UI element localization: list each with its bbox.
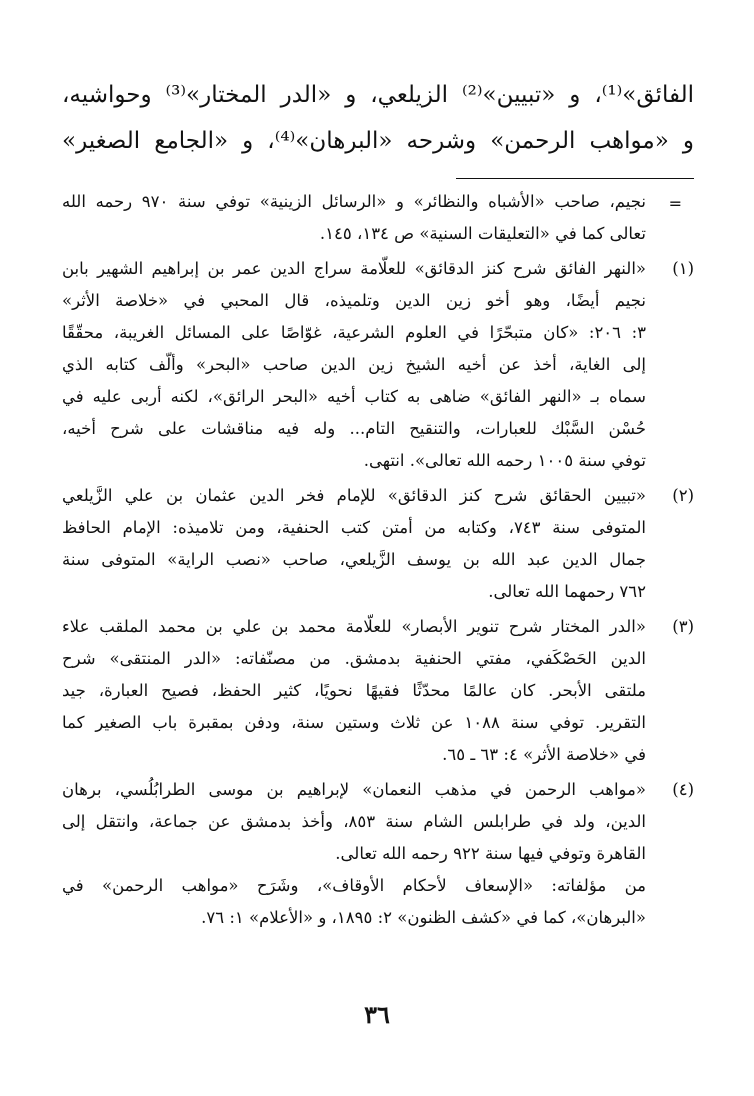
footnote-number: (٤) — [672, 780, 694, 799]
footnote-4 — [62, 774, 694, 870]
footnote-number: (٣) — [672, 617, 694, 636]
footnote-line: ٣: ٢٠٦: «كان متبحّرًا في العلوم الشرعية، غوّاصًا على المسائل الغريبة، محقّقًا — [62, 323, 646, 342]
footnote-line: التقرير. توفي سنة ١٠٨٨ عن ثلاث وستين سنة، ودفن بمقبرة باب الصغير كما — [62, 713, 646, 732]
footnote-line: من مؤلفاته: «الإسعاف لأحكام الأوقاف»، وشَرَح «مواهب الرحمن» في — [62, 876, 646, 895]
footnote-line: ملتقى الأبحر. كان عالمًا محدّثًا فقيهًا نحويًا، كثير الحفظ، فصيح العبارة، جيد — [62, 681, 646, 700]
footnote-line: الدين، ولد في طرابلس الشام سنة ٨٥٣، وأخذ بدمشق عن جماعة، وانتقل إلى — [62, 812, 646, 831]
footnote-line: «تبيين الحقائق شرح كنز الدقائق» للإمام فخر الدين عثمان بن علي الزَّيلعي — [62, 486, 646, 505]
footnote-line: في «خلاصة الأثر» ٤: ٦٣ ـ ٦٥. — [442, 745, 646, 764]
footnote-line: سماه بـ «النهر الفائق» ضاهى به كتاب أخيه «البحر الرائق»، لكنه أربى عليه في — [62, 387, 646, 406]
footnote-line: المتوفى سنة ٧٤٣، وكتابه من أمتن كتب الحنفية، ومن تلاميذه: الإمام الحافظ — [62, 518, 646, 537]
footnote-line: حُسْن السَّبْك للعبارات، والتنقيح التام... وله فيه مناقشات على شرح أخيه، — [62, 419, 646, 438]
footnote-line: توفي سنة ١٠٠٥ رحمه الله تعالى». انتهى. — [363, 451, 646, 470]
continuation-line-2: تعالى كما في «التعليقات السنية» ص ١٣٤، ١٤٥. — [319, 224, 646, 243]
main-line-2: و «مواهب الرحمن» وشرحه «البرهان»⁽⁴⁾، و «الجامع الصغير» — [62, 128, 694, 154]
footnote-line: «مواهب الرحمن في مذهب النعمان» لإبراهيم بن موسى الطرابُلُسي، برهان — [62, 780, 646, 799]
continuation-line-1: نجيم، صاحب «الأشباه والنظائر» و «الرسائل الزينية» توفي سنة ٩٧٠ رحمه الله — [62, 192, 646, 211]
footnote-line: القاهرة وتوفي فيها سنة ٩٢٢ رحمه الله تعالى. — [335, 844, 646, 863]
continuation-mark: = — [668, 194, 682, 213]
footnote-2 — [62, 480, 694, 608]
footnote-line: الدين الحَصْكَفي، مفتي الحنفية بدمشق. من مصنّفاته: «الدر المنتقى» شرح — [62, 649, 646, 668]
footnote-line: جمال الدين عبد الله بن يوسف الزَّيلعي، صاحب «نصب الراية» المتوفى سنة — [62, 550, 646, 569]
footnote-line: إلى الغاية، أخذ عن أخيه الشيخ زين الدين صاحب «البحر» وألّف كتابه الذي — [62, 355, 646, 374]
footnote-line: نجيم أيضًا، وهو أخو زين الدين وتلميذه، قال المحبي في «خلاصة الأثر» — [62, 291, 646, 310]
footnote-continuation — [62, 186, 646, 250]
footnote-4-extra — [62, 870, 646, 934]
footnote-1 — [62, 253, 694, 477]
footnote-3 — [62, 611, 694, 771]
footnote-number: (٢) — [672, 486, 694, 505]
footnote-line: «البرهان»، كما في «كشف الظنون» ٢: ١٨٩٥، و «الأعلام» ١: ٧٦. — [201, 908, 646, 927]
footnote-line: «الدر المختار شرح تنوير الأبصار» للعلّامة محمد بن علي بن محمد الملقب علاء — [62, 617, 646, 636]
footnote-line: «النهر الفائق شرح كنز الدقائق» للعلّامة سراج الدين عمر بن إبراهيم الشهير بابن — [62, 259, 646, 278]
main-line-1: الفائق»⁽¹⁾، و «تبيين»⁽²⁾ الزيلعي، و «الدر المختار»⁽³⁾ وحواشيه، — [62, 82, 694, 108]
footnotes-section — [62, 186, 694, 934]
footnote-line: ٧٦٢ رحمهما الله تعالى. — [488, 582, 646, 601]
main-body-text — [62, 72, 694, 164]
footnote-number: (١) — [672, 259, 694, 278]
page-number: ٣٦ — [364, 1000, 390, 1029]
footnote-separator-rule — [456, 178, 694, 179]
